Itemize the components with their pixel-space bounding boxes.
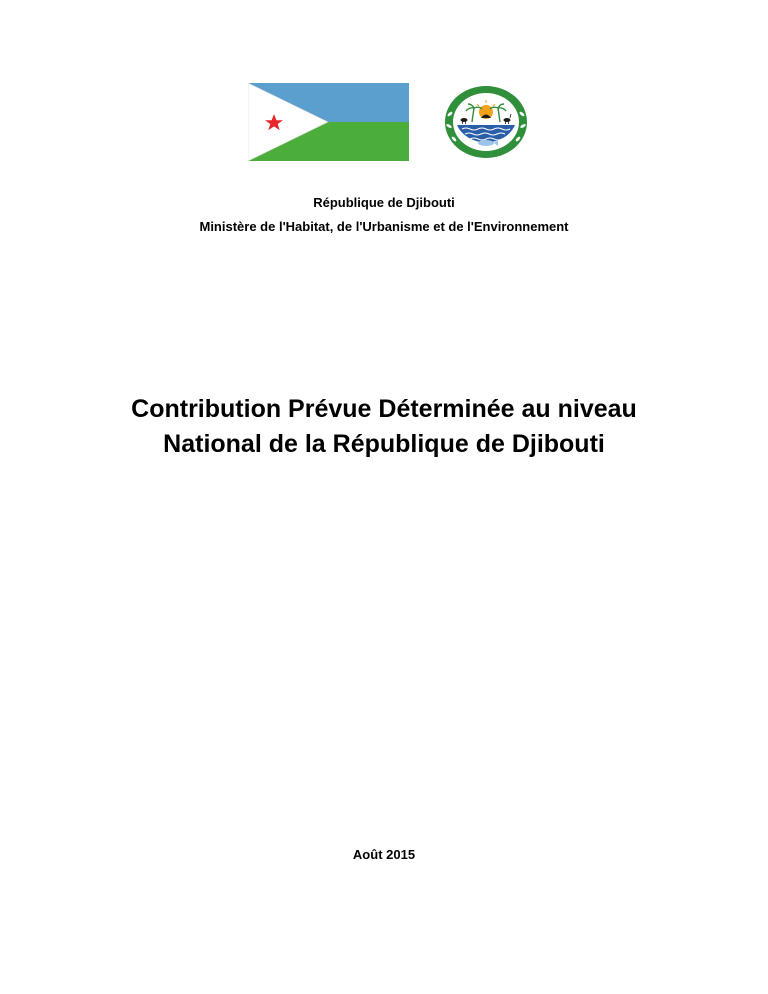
environment-ministry-emblem-icon: [442, 84, 530, 160]
document-title-line-1: Contribution Prévue Déterminée au niveau: [131, 395, 637, 423]
document-title-line-2: National de la République de Djibouti: [163, 430, 605, 458]
document-date: Août 2015: [352, 847, 416, 862]
ministry-name: Ministère de l'Habitat, de l'Urbanisme et de l'Environnement: [199, 219, 569, 234]
country-name: République de Djibouti: [313, 195, 455, 210]
document-title: [0, 392, 768, 462]
djibouti-flag-icon: [248, 83, 409, 161]
